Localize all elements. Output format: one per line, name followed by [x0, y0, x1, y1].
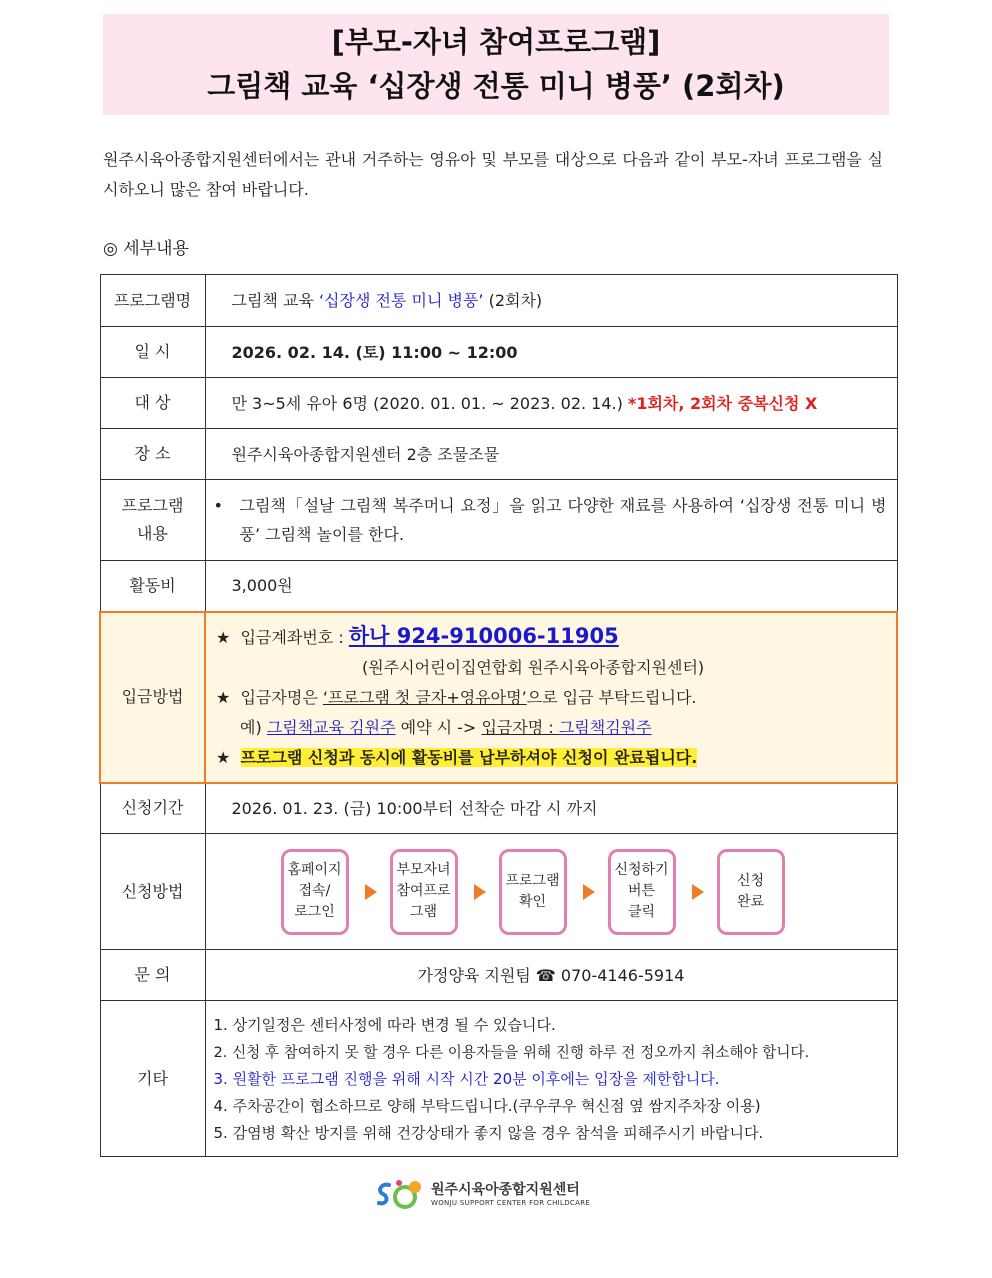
apply-flow — [207, 849, 896, 935]
note-item: 3. 원활한 프로그램 진행을 위해 시작 시간 20분 이후에는 입장을 제한합니다. — [213, 1070, 720, 1088]
value-place: 원주시육아종합지원센터 2층 조물조물 — [205, 429, 897, 480]
account-number: 하나 924-910006-11905 — [348, 624, 619, 648]
note-item: 1. 상기일정은 센터사정에 따라 변경 될 수 있습니다. — [213, 1016, 556, 1034]
example-name: 그림책김원주 — [558, 718, 652, 737]
label-date: 일 시 — [100, 327, 205, 378]
depositor-format: ‘프로그램 첫 글자+영유아명’ — [322, 688, 527, 707]
label-payment: 입금방법 — [100, 612, 205, 783]
label-content-line1: 프로그램 — [121, 496, 184, 515]
step-label: 신청하기 버튼 클릭 — [614, 862, 669, 920]
value-method — [205, 834, 897, 950]
value-contact — [205, 950, 897, 1001]
label-etc: 기타 — [100, 1001, 205, 1157]
label-period: 신청기간 — [100, 783, 205, 834]
example-program: 그림책교육 김원주 — [266, 718, 396, 737]
content-bullet-row — [214, 491, 887, 549]
note-item: 4. 주차공간이 협소하므로 양해 부탁드립니다.(쿠우쿠우 혁신점 옆 쌈지주차장 이용) — [213, 1097, 761, 1115]
row-contact — [100, 950, 897, 1001]
row-etc — [100, 1001, 897, 1157]
arrow-right-icon — [365, 884, 377, 900]
payment-depositor-line — [216, 683, 886, 713]
label-method: 신청방법 — [100, 834, 205, 950]
star-icon: ★ — [216, 688, 231, 707]
program-name-suffix: (2회차) — [483, 291, 543, 310]
footer-logo — [375, 1177, 590, 1211]
label-place: 장 소 — [100, 429, 205, 480]
value-target — [205, 378, 897, 429]
program-name-highlight: ‘십장생 전통 미니 병풍’ — [318, 291, 484, 310]
row-date — [100, 327, 897, 378]
step-homepage-login — [281, 849, 349, 935]
payment-notice-line — [216, 743, 886, 773]
row-method — [100, 834, 897, 950]
example-prefix: 예) — [240, 718, 267, 737]
title-line-1: [부모-자녀 참여프로그램] — [331, 25, 661, 59]
step-complete — [717, 849, 785, 935]
payment-account-line — [216, 621, 886, 653]
example-label: 입금자명 : — [481, 718, 559, 737]
value-payment — [205, 612, 897, 783]
step-label: 홈페이지 접속/ 로그인 — [287, 862, 342, 920]
footer-text — [431, 1181, 590, 1207]
section-title: ◎ 세부내용 — [103, 239, 189, 259]
note-item: 2. 신청 후 참여하지 못 할 경우 다른 이용자들을 위해 진행 하루 전 정오까지 취소해야 합니다. — [213, 1044, 810, 1061]
step-label: 프로그램 확인 — [505, 872, 560, 910]
step-click-apply — [608, 849, 676, 935]
value-period: 2026. 01. 23. (금) 10:00부터 선착순 마감 시 까지 — [205, 783, 897, 834]
value-content — [205, 480, 897, 561]
program-info-table — [99, 274, 898, 1157]
label-contact: 문 의 — [100, 950, 205, 1001]
notes-list — [214, 1002, 896, 1155]
arrow-right-icon — [583, 884, 595, 900]
note-item: 5. 감염병 확산 방지를 위해 건강상태가 좋지 않을 경우 참석을 피해주시기 바랍니다. — [213, 1124, 764, 1142]
step-parent-child-program — [390, 849, 458, 935]
step-label: 신청 완료 — [736, 872, 765, 910]
account-holder: (원주시어린이집연합회 원주시육아종합지원센터) — [362, 658, 705, 677]
depositor-suffix: 으로 입금 부탁드립니다. — [526, 688, 697, 707]
arrow-right-icon — [474, 884, 486, 900]
title-line-2: 그림책 교육 ‘십장생 전통 미니 병풍’ (2회차) — [207, 69, 785, 103]
value-date: 2026. 02. 14. (토) 11:00 ~ 12:00 — [205, 327, 897, 378]
step-label: 부모자녀 참여프로 그램 — [396, 862, 451, 920]
label-content-line2: 내용 — [137, 524, 168, 543]
row-fee — [100, 561, 897, 612]
value-program-name — [205, 275, 897, 327]
center-name: 원주시육아종합지원센터 — [431, 1182, 580, 1198]
account-label: 입금계좌번호 : — [240, 628, 349, 647]
center-english-name: WONJU SUPPORT CENTER FOR CHILDCARE — [431, 1199, 591, 1207]
intro-text: 원주시육아종합지원센터에서는 관내 거주하는 영유아 및 부모를 대상으로 다음과 같이 부모-자녀 프로그램을 실시하오니 많은 참여 바랍니다. — [103, 150, 883, 199]
contact-phone: 070-4146-5914 — [555, 965, 685, 985]
target-text: 만 3~5세 유아 6명 (2020. 01. 01. ~ 2023. 02. 14.) — [231, 393, 628, 413]
center-logo-icon — [375, 1177, 427, 1211]
example-middle: 예약 시 -> — [395, 718, 482, 737]
row-period — [100, 783, 897, 834]
program-name-prefix: 그림책 교육 — [231, 291, 319, 310]
row-target — [100, 378, 897, 429]
row-payment — [100, 612, 897, 783]
contact-team: 가정양육 지원팀 — [417, 965, 536, 985]
step-check-program — [499, 849, 567, 935]
phone-icon: ☎ — [535, 965, 556, 985]
payment-example-line — [216, 713, 886, 743]
value-etc — [205, 1001, 897, 1157]
content-text: 그림책「설날 그림책 복주머니 요정」을 읽고 다양한 재료를 사용하여 ‘십장생 전통 미니 병풍’ 그림책 놀이를 한다. — [239, 496, 887, 544]
star-icon: ★ — [216, 628, 231, 647]
row-content — [100, 480, 897, 561]
arrow-right-icon — [692, 884, 704, 900]
value-fee: 3,000원 — [205, 561, 897, 612]
label-program-name: 프로그램명 — [100, 275, 205, 327]
row-program-name — [100, 275, 897, 327]
bullet-icon: • — [213, 496, 223, 515]
target-warning: *1회차, 2회차 중복신청 X — [627, 393, 818, 413]
label-fee: 활동비 — [100, 561, 205, 612]
payment-notice: 프로그램 신청과 동시에 활동비를 납부하셔야 신청이 완료됩니다. — [240, 748, 698, 767]
star-icon: ★ — [216, 748, 231, 767]
label-content — [100, 480, 205, 561]
row-place — [100, 429, 897, 480]
label-target: 대 상 — [100, 378, 205, 429]
title-banner — [103, 14, 889, 115]
depositor-prefix: 입금자명은 — [240, 688, 323, 707]
